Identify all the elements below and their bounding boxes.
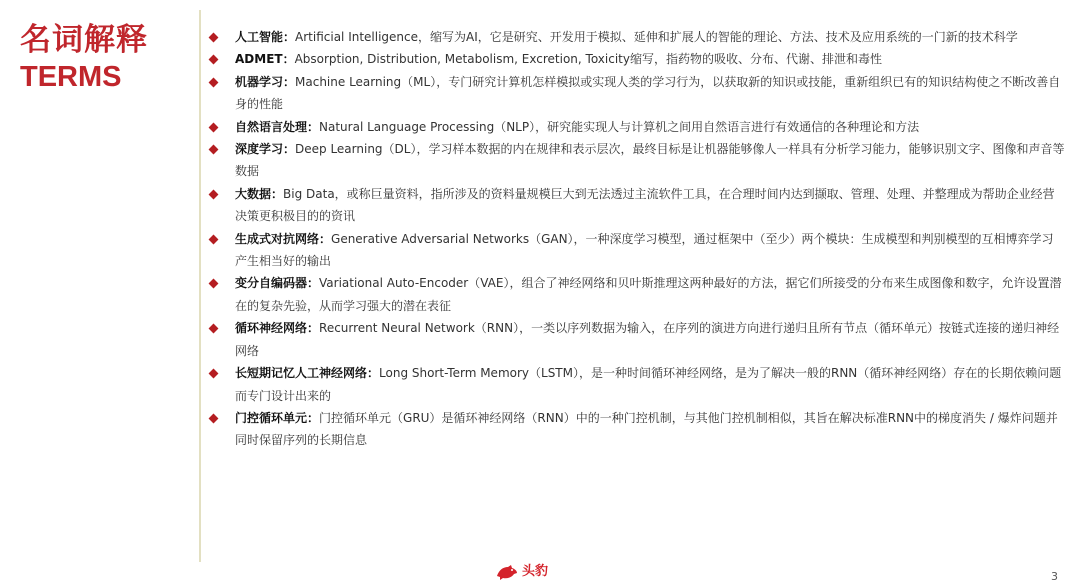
term-item [210,362,1065,407]
diamond-bullet-icon [209,324,219,334]
diamond-bullet-icon [209,145,219,155]
vertical-divider [199,10,201,562]
diamond-bullet-icon [209,279,219,289]
term-name: 生成式对抗网络： [235,231,332,246]
term-description: Variational Auto-Encoder（VAE），组合了神经网络和贝叶斯推理这两种最好的方法，据它们所接受的分布来生成图像和数字，允许设置潜在的复杂先验，从而学习强大的潜在表征 [235,276,1062,313]
terms-list [210,26,1065,452]
term-name: 人工智能： [235,30,296,44]
term-item [210,71,1065,116]
term-item [210,48,1065,70]
term-description: Generative Adversarial Networks（GAN），一种深度学习模型，通过框架中（至少）两个模块：生成模型和判别模型的互相博弈学习产生相当好的输出 [235,231,1054,269]
term-description: Natural Language Processing（NLP），研究能实现人与计算机之间用自然语言进行有效通信的各种理论和方法 [319,119,920,134]
diamond-bullet-icon [209,122,219,132]
term-name: 循环神经网络： [235,321,320,336]
term-item [210,317,1065,362]
diamond-bullet-icon [209,234,219,244]
term-name: ADMET： [235,52,295,67]
term-description: Artificial Intelligence，缩写为AI，它是研究、开发用于模拟、延伸和扩展人的智能的理论、方法、技术及应用系统的一门新的技术科学 [295,30,1018,44]
diamond-bullet-icon [209,369,219,379]
footer-logo [496,563,548,580]
diamond-bullet-icon [209,33,219,43]
term-name: 门控循环单元： [235,410,320,425]
page-title-chinese: 名词解释 [20,22,148,58]
footer-logo-text: 头豹 [522,564,549,579]
term-description: Machine Learning（ML），专门研究计算机怎样模拟或实现人类的学习行为，以获取新的知识或技能，重新组织已有的知识结构使之不断改善自身的性能 [235,74,1061,112]
term-name: 大数据： [235,186,284,201]
term-description: Deep Learning（DL），学习样本数据的内在规律和表示层次，最终目标是让机器能够像人一样具有分析学习能力，能够识别文字、图像和声音等数据 [235,142,1065,179]
leopard-logo-icon [496,564,518,580]
term-description: Recurrent Neural Network（RNN），一类以序列数据为输入，在序列的演进方向进行递归且所有节点（循环单元）按链式连接的递归神经网络 [235,321,1060,358]
term-item [210,138,1065,183]
term-name: 自然语言处理： [235,119,320,134]
page-number: 3 [1051,570,1058,583]
diamond-bullet-icon [209,77,219,87]
term-description: Long Short-Term Memory（LSTM），是一种时间循环神经网络，是为了解决一般的RNN（循环神经网络）存在的长期依赖问题而专门设计出来的 [235,366,1062,403]
term-name: 变分自编码器： [235,276,320,291]
term-name: 机器学习： [235,74,296,89]
page-title-english: TERMS [20,61,122,93]
term-name: 长短期记忆人工神经网络： [235,366,380,381]
diamond-bullet-icon [209,55,219,65]
diamond-bullet-icon [209,189,219,199]
term-item [210,272,1065,317]
term-item [210,407,1065,452]
term-item [210,183,1065,228]
term-item [210,228,1065,273]
term-description: Big Data，或称巨量资料，指所涉及的资料量规模巨大到无法透过主流软件工具，在合理时间内达到撷取、管理、处理、并整理成为帮助企业经营决策更积极目的的资讯 [235,186,1055,224]
term-name: 深度学习： [235,142,296,157]
term-description: 门控循环单元（GRU）是循环神经网络（RNN）中的一种门控机制，与其他门控机制相似，其旨在解决标准RNN中的梯度消失 / 爆炸问题并同时保留序列的长期信息 [235,410,1058,448]
term-description: Absorption, Distribution, Metabolism, Excretion, Toxicity缩写，指药物的吸收、分布、代谢、排泄和毒性 [294,52,882,67]
term-item [210,116,1065,138]
diamond-bullet-icon [209,413,219,423]
term-item [210,26,1065,48]
